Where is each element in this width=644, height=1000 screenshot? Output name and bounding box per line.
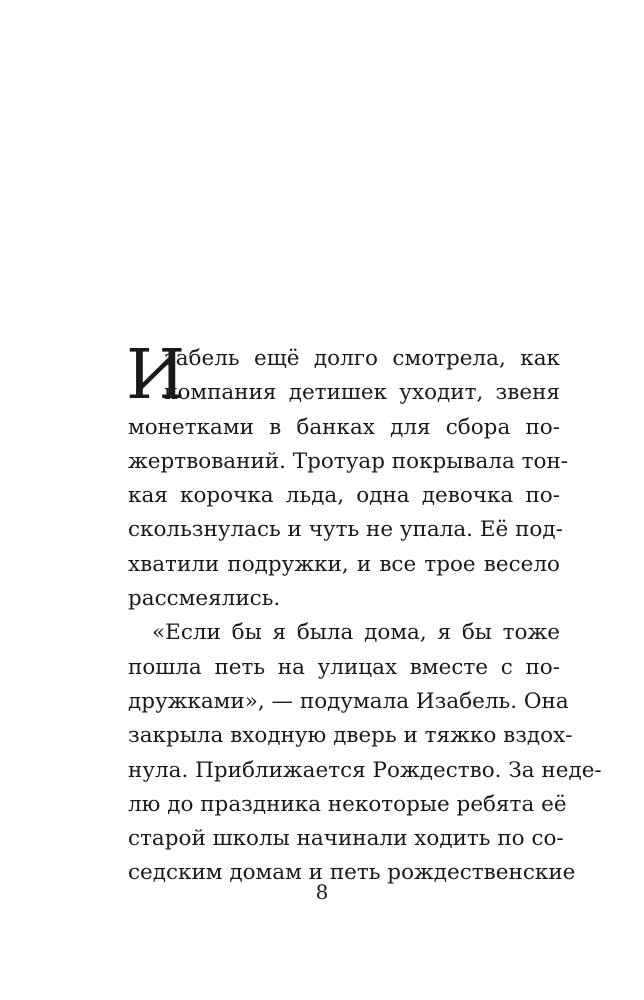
text-line: закрыла входную дверь и тяжко вздох- [128,723,573,749]
text-line: монетками в банках для сбора по- [128,414,560,440]
text-line: жертвований. Тротуар покрывала тон- [128,448,569,474]
text-line: скользнулась и чуть не упала. Её под- [128,517,563,543]
text-line: «Если бы я была дома, я бы тоже [152,620,560,646]
text-line: кая корочка льда, одна девочка по- [128,483,560,509]
text-line: компания детишек уходит, звеня [164,380,560,406]
text-line: рассмеялись. [128,586,281,612]
text-line: нула. Приближается Рождество. За неде- [128,757,602,783]
drop-cap: И [126,336,186,415]
page-number: 8 [315,880,329,904]
text-line: седским домам и петь рождественские [128,860,576,886]
text-line: дружками», — подумала Изабель. Она [128,688,569,714]
body-text [126,336,602,891]
text-line: старой школы начинали ходить по со- [128,826,564,852]
text-line: лю до праздника некоторые ребята её [128,791,567,817]
text-line: забель ещё долго смотрела, как [164,346,560,371]
text-line: пошла петь на улицах вместе с по- [128,654,560,680]
text-line: хватили подружки, и все трое весело [128,551,560,577]
